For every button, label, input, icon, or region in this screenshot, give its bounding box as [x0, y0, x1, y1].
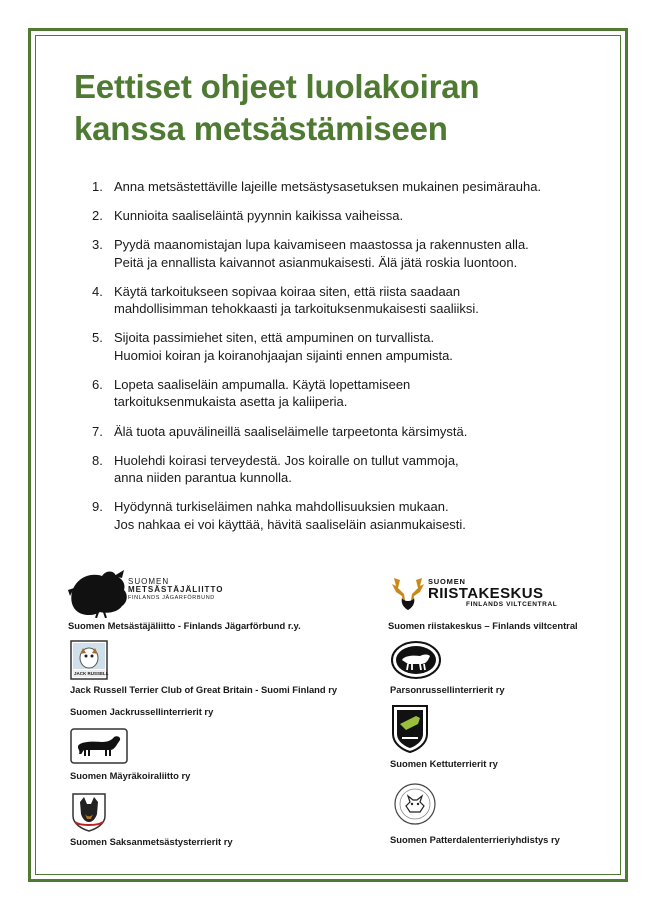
- jagdterrier-shield-logo: [70, 792, 108, 832]
- fox-terrier-shield-logo: [390, 704, 430, 754]
- org-name-parson: Parsonrussellinterrierit ry: [390, 684, 505, 695]
- org-name-saksanmetsastys: Suomen Saksanmetsästysterrierit ry: [70, 836, 233, 847]
- rule-number: 9.: [92, 499, 103, 515]
- parson-russell-oval-logo: [390, 640, 442, 680]
- antlers-logo: [388, 572, 428, 612]
- rule-text: Hyödynnä turkiseläimen nahka mahdollisuuksien mukaan. Jos nahkaa ei voi käyttää, hävitä saaliseläin asianmukaisesti.: [114, 499, 466, 532]
- rule-item: [92, 236, 592, 271]
- org-name-patterdale: Suomen Patterdalenterrieriyhdistys ry: [390, 834, 560, 845]
- metsastajaliitto-logo-line3: FINLANDS JÄGARFÖRBUND: [128, 595, 215, 601]
- riistakeskus-logo-line1: SUOMEN: [428, 577, 466, 586]
- rule-number: 4.: [92, 283, 103, 299]
- rule-number: 3.: [92, 237, 103, 253]
- rule-item: [92, 207, 592, 225]
- rule-item: [92, 283, 592, 318]
- org-patterdale: [390, 782, 610, 848]
- org-parson: [390, 640, 590, 700]
- org-saksanmetsastys: [70, 792, 290, 848]
- rule-text: Käytä tarkoitukseen sopivaa koiraa siten, että riista saadaan mahdollisimman tehokkaasti ja tarkoituksenmukaisesti saaliiksi.: [114, 283, 479, 317]
- org-kettuterrierit: [390, 704, 590, 770]
- rule-text: Pyydä maanomistajan lupa kaivamiseen maastossa ja rakennusten alla. Peitä ja ennallista kaivannot asianmukaisesti. Älä jätä roskia luontoon.: [114, 237, 529, 270]
- jack-russell-logo-text: JACK RUSSELL: [74, 671, 109, 676]
- rule-item: [92, 376, 592, 411]
- org-name-kettuterrierit: Suomen Kettuterrierit ry: [390, 758, 498, 769]
- org-name-riistakeskus: Suomen riistakeskus – Finlands viltcentral: [388, 620, 578, 631]
- rule-item: [92, 329, 592, 364]
- org-metsastajaliitto: [68, 566, 301, 636]
- rule-text: Lopeta saaliseläin ampumalla. Käytä lopettamiseen tarkoituksenmukaista asetta ja kaliiperia.: [114, 376, 411, 410]
- org-name-jack-russell-gb: Jack Russell Terrier Club of Great Britain - Suomi Finland ry: [70, 684, 338, 695]
- rule-text: Älä tuota apuvälineillä saaliseläimelle tarpeetonta kärsimystä.: [114, 423, 468, 439]
- org-name-jackrussell-fi: Suomen Jackrussellinterrierit ry: [70, 706, 214, 717]
- dachshund-logo: [70, 728, 128, 764]
- rule-item: [92, 423, 592, 441]
- rule-text: Sijoita passimiehet siten, että ampuminen on turvallista. Huomioi koiran ja koiranohjaajan sijainti ennen ampumista.: [114, 330, 453, 363]
- org-name-mayrakoira: Suomen Mäyräkoiraliitto ry: [70, 770, 191, 781]
- riistakeskus-logo-line3: FINLANDS VILTCENTRAL: [466, 601, 558, 608]
- page-title: Eettiset ohjeet luolakoiran kanssa metsästämiseen: [74, 68, 480, 147]
- org-jack-russell-gb: [70, 640, 350, 700]
- org-name-metsastajaliitto: Suomen Metsästäjäliitto - Finlands Jägarförbund r.y.: [68, 620, 301, 631]
- rule-number: 2.: [92, 208, 103, 224]
- rules-list: [92, 178, 592, 545]
- rule-text: Huolehdi koirasi terveydestä. Jos koiralle on tullut vammoja, anna niiden parantua kunnolla.: [114, 452, 459, 486]
- metsastajaliitto-logo-line2: METSÄSTÄJÄLIITTO: [128, 585, 224, 594]
- patterdale-circle-logo: [390, 782, 440, 826]
- rule-number: 6.: [92, 376, 103, 392]
- org-mayrakoira: [70, 728, 270, 783]
- rule-text: Anna metsästettäville lajeille metsästysasetuksen mukainen pesimärauha.: [114, 179, 542, 194]
- rule-item: [92, 178, 592, 196]
- rule-number: 5.: [92, 330, 103, 346]
- rule-item: [92, 452, 592, 487]
- metsastajaliitto-logo-line1: SUOMEN: [128, 577, 170, 586]
- riistakeskus-logo-line2: RIISTAKESKUS: [428, 585, 544, 602]
- rule-number: 8.: [92, 452, 103, 468]
- rule-text: Kunnioita saaliseläintä pyynnin kaikissa vaiheissa.: [114, 208, 404, 224]
- rule-number: 7.: [92, 423, 103, 439]
- rule-number: 1.: [92, 179, 103, 194]
- rule-item: [92, 498, 592, 533]
- org-riistakeskus: [388, 572, 608, 632]
